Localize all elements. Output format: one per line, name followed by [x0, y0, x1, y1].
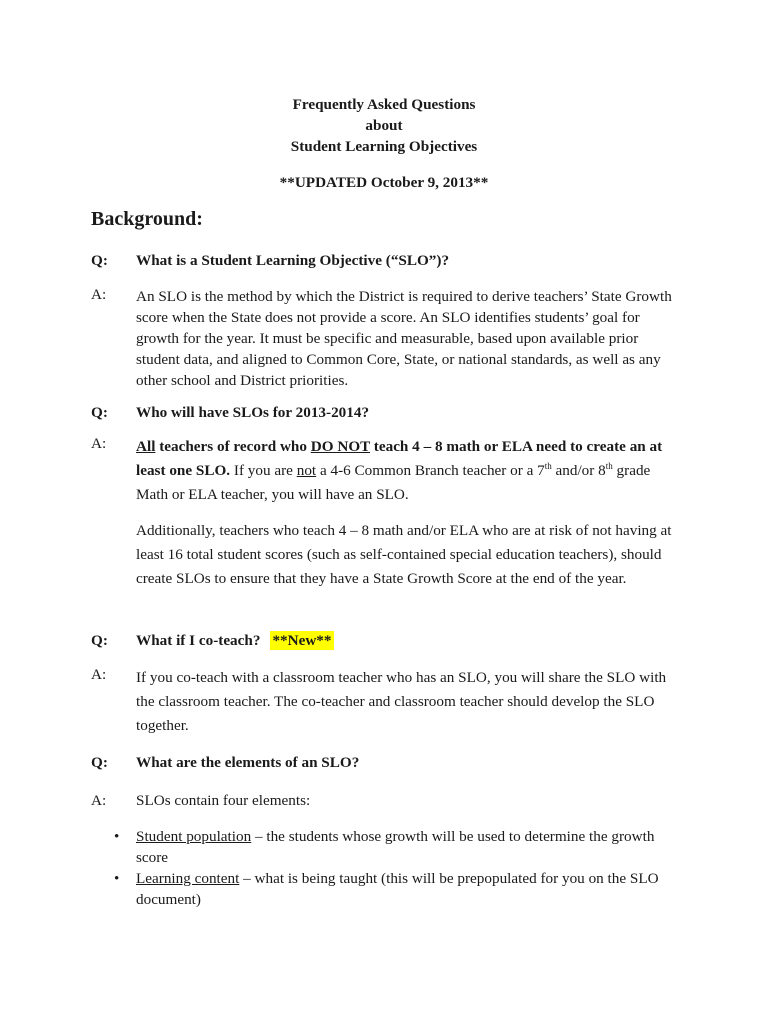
question-text: Who will have SLOs for 2013-2014? — [136, 404, 370, 421]
section-heading-background: Background: — [91, 208, 203, 230]
bullet-icon: • — [114, 870, 120, 887]
q-label: Q: — [91, 252, 108, 269]
emphasis-not: not — [296, 462, 317, 479]
list-item — [114, 868, 681, 910]
element-description: – what is being taught (this will be prepopulated for you on the SLO document) — [136, 870, 659, 908]
a-label: A: — [91, 286, 107, 303]
q-label: Q: — [91, 754, 108, 771]
question-text: What if I co-teach? — [136, 632, 261, 649]
question-text: What is a Student Learning Objective (“SLO”)? — [136, 252, 450, 269]
answer-text — [136, 435, 681, 591]
answer-text: SLOs contain four elements: — [136, 792, 311, 809]
slo-elements-list — [114, 826, 681, 910]
title-line-1: Frequently Asked Questions — [292, 96, 476, 113]
element-term: Student population — [136, 828, 252, 845]
a-label: A: — [91, 435, 107, 452]
document-title — [0, 94, 768, 157]
a-label: A: — [91, 792, 107, 809]
q-label: Q: — [91, 404, 108, 421]
answer-text: If you co-teach with a classroom teacher who has an SLO, you will share the SLO with the classroom teacher. The co-teacher and classroom teacher should develop the SLO together. — [136, 669, 667, 734]
answer-text: An SLO is the method by which the District is required to derive teachers’ State Growth score when the State does not provide a score. An SLO identifies students’ goal for growth for the year. It must be specific and measurable, based upon available prior student data, and aligned to Common Core, State, or national standards, as well as any other school and District priorities. — [136, 288, 672, 389]
title-line-2: about — [365, 117, 403, 134]
updated-date: **UPDATED October 9, 2013** — [279, 174, 489, 191]
bullet-icon: • — [114, 828, 120, 845]
question-text: What are the elements of an SLO? — [136, 754, 360, 771]
answer-paragraph-2: Additionally, teachers who teach 4 – 8 math and/or ELA who are at risk of not having at least 16 total student scores (such as self-contained special education teachers), should create SLOs to ensure that they have a State Growth Score at the end of the year. — [136, 522, 672, 587]
q-label: Q: — [91, 632, 108, 649]
a-label: A: — [91, 666, 107, 683]
element-term: Learning content — [136, 870, 240, 887]
answer-paragraph-1: All teachers of record who DO NOT teach 4 – 8 math or ELA need to create an at least one SLO. If you are not a 4-6 Common Branch teacher or a 7th and/or 8th grade Math or ELA teacher, you will have an SLO. — [136, 438, 663, 503]
list-item — [114, 826, 681, 868]
element-description: – the students whose growth will be used to determine the growth score — [136, 828, 655, 866]
emphasis-all: All — [136, 438, 156, 455]
emphasis-do-not: DO NOT — [310, 438, 370, 455]
title-line-3: Student Learning Objectives — [290, 138, 478, 155]
new-badge: **New** — [272, 632, 332, 649]
